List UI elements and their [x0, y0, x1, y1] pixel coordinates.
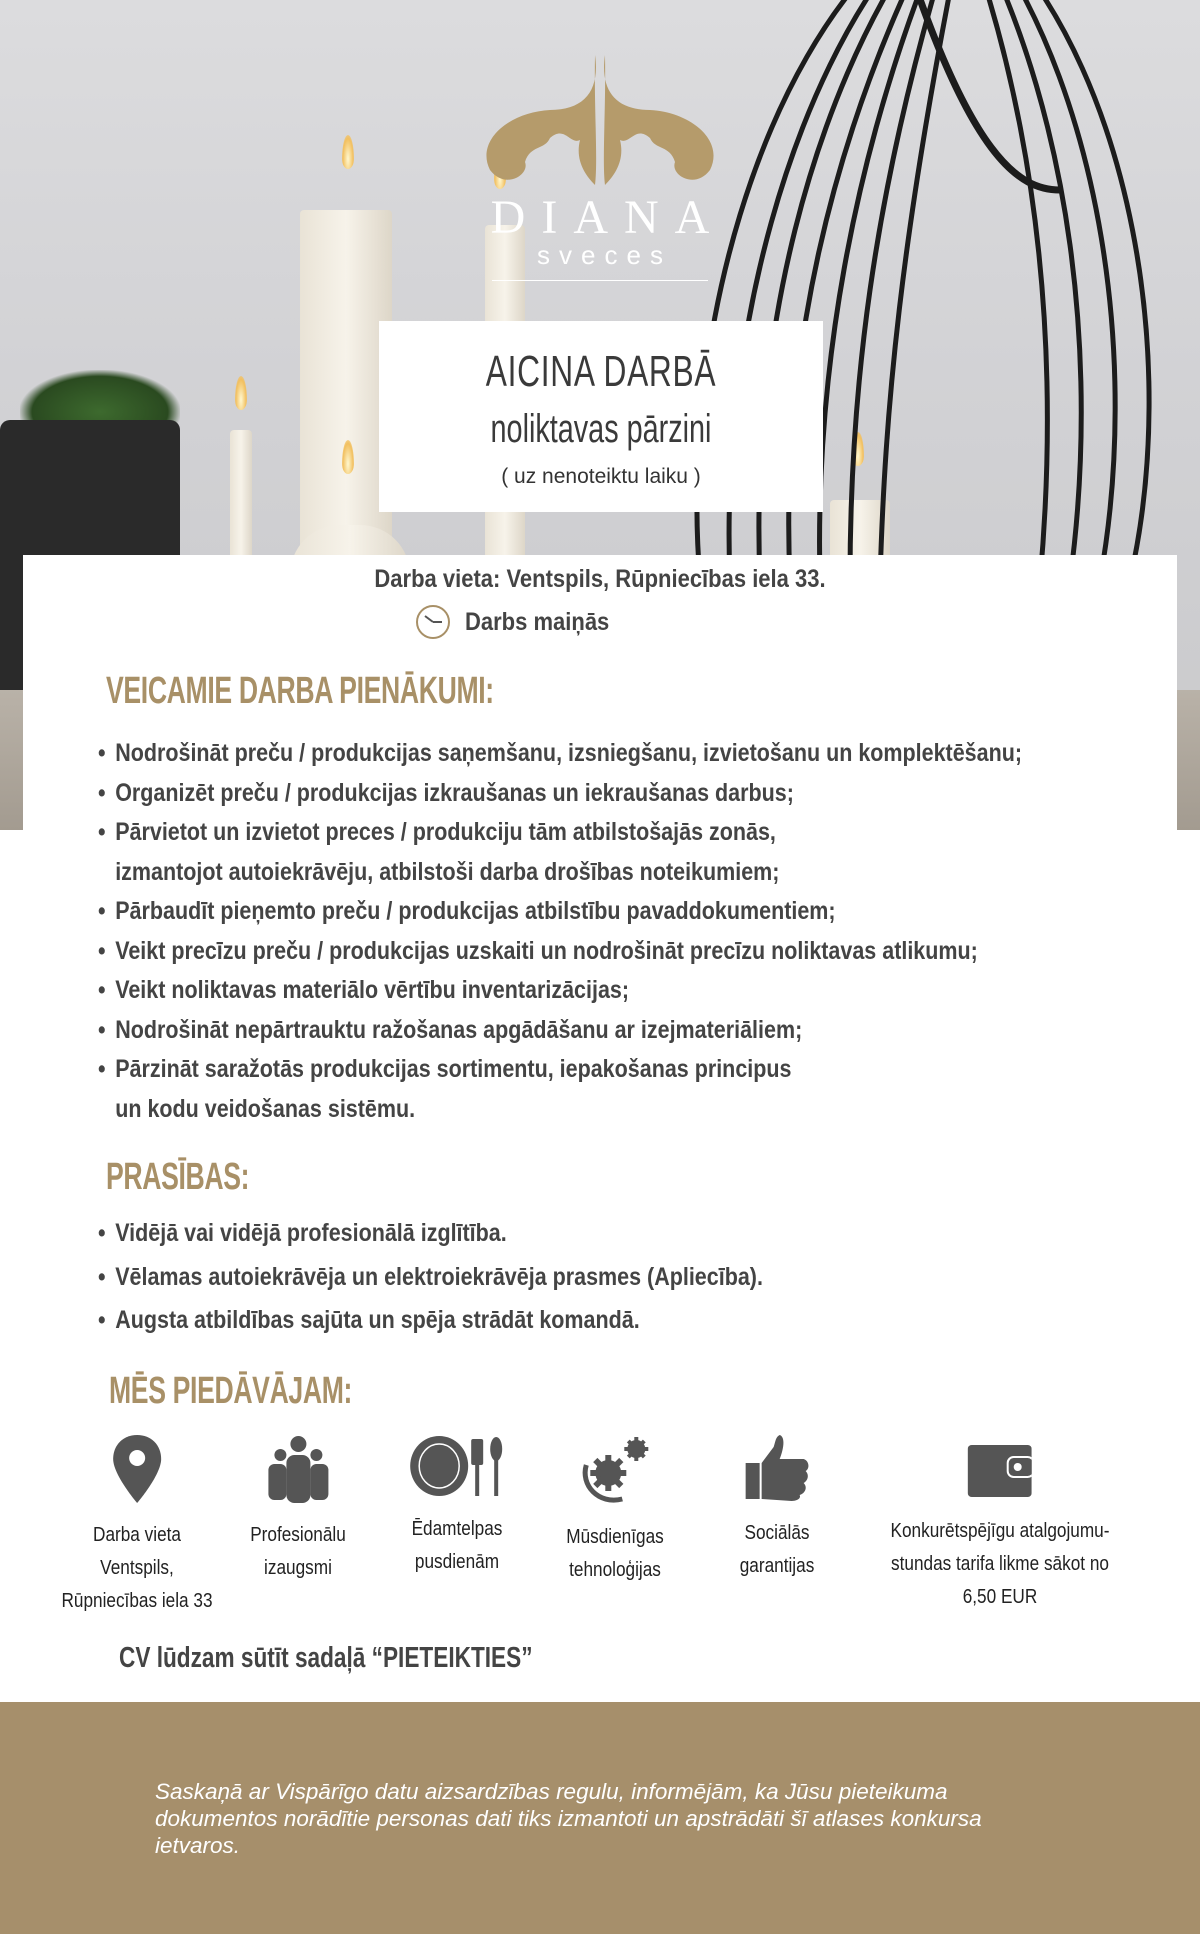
list-item: • Nodrošināt preču / produkcijas saņemšanu, izsniegšanu, izvietošanu un komplektēšanu; [98, 734, 1200, 774]
list-item: • Pārzināt saražotās produkcijas sortimentu, iepakošanas principus [98, 1050, 1200, 1090]
diana-logo [470, 50, 730, 295]
offer-item-growth [242, 1435, 353, 1585]
list-item: • Pārvietot un izvietot preces / produkciju tām atbilstošajās zonās, [98, 813, 1200, 853]
list-item: • Veikt precīzu preču / produkcijas uzskaiti un nodrošināt precīzu noliktavas atlikumu; [98, 932, 1200, 972]
offer-item-canteen [404, 1435, 510, 1579]
plate-cutlery-icon [409, 1435, 505, 1497]
list-item: izmantojot autoiekrāvēju, atbilstoši darba drošības noteikumiem; [115, 857, 780, 886]
page-title: AICINA DARBĀ [485, 347, 717, 396]
offer-heading: MĒS PIEDĀVĀJAM: [109, 1370, 353, 1412]
swan-emblem-icon [470, 50, 730, 190]
requirements-heading: PRASĪBAS: [106, 1156, 250, 1198]
offer-item-social [734, 1435, 821, 1583]
offer-label: Ventspils, [100, 1557, 174, 1579]
list-item: • Vēlamas autoiekrāvēja un elektroiekrāvēja prasmes (Apliecība). [98, 1256, 1200, 1300]
wallet-icon [968, 1445, 1032, 1497]
offer-label: Sociālās [744, 1522, 810, 1544]
gdpr-notice: Saskaņā ar Vispārīgo datu aizsardzības regulu, informējām, ka Jūsu pieteikuma dokumentos norādītie personas dati tiks izmantoti un apstrādāti šī atlases konkursa ietvaros. [155, 1779, 982, 1858]
gears-icon [578, 1435, 652, 1505]
offer-label: garantijas [739, 1555, 815, 1577]
position-title: noliktavas pārzini [490, 407, 712, 451]
offer-label: Mūsdienīgas [566, 1526, 664, 1548]
duties-list [98, 734, 1200, 1129]
list-item: • Augsta atbildības sajūta un spēja strādāt komandā. [98, 1299, 1200, 1343]
list-item: • Veikt noliktavas materiālo vērtību inventarizācijas; [98, 971, 1200, 1011]
offer-label: Konkurētspējīgu atalgojumu- [890, 1520, 1110, 1542]
employment-term: ( uz nenoteiktu laiku ) [501, 465, 701, 488]
schedule-text: Darbs maiņās [465, 607, 610, 636]
list-item: • Organizēt preču / produkcijas izkraušanas un iekraušanas darbus; [98, 774, 1200, 814]
list-item: • Nodrošināt nepārtrauktu ražošanas apgādāšanu ar izejmateriāliem; [98, 1011, 1200, 1051]
requirements-list [98, 1212, 1200, 1343]
cv-instruction: CV lūdzam sūtīt sadaļā “PIETEIKTIES” [119, 1642, 533, 1674]
map-pin-icon [112, 1435, 162, 1503]
offer-label: Profesionālu [250, 1524, 346, 1546]
offer-label: tehnoloģijas [569, 1559, 661, 1581]
title-box [379, 321, 823, 512]
thumbs-up-icon [744, 1435, 810, 1501]
offer-label: Ēdamtelpas [411, 1518, 503, 1540]
offer-item-salary [873, 1445, 1128, 1614]
offer-label: Rūpniecības iela 33 [61, 1590, 213, 1612]
offer-label: pusdienām [414, 1551, 500, 1573]
clock-icon [415, 604, 451, 640]
offer-label: 6,50 EUR [962, 1586, 1038, 1608]
logo-divider [492, 280, 708, 281]
candle-flame [342, 135, 354, 169]
people-icon [266, 1435, 330, 1503]
list-item: • Pārbaudīt pieņemto preču / produkcijas atbilstību pavaddokumentiem; [98, 892, 1200, 932]
offer-label: izaugsmi [264, 1557, 332, 1579]
logo-wordmark: DIANA [490, 191, 726, 244]
candle-flame [235, 376, 247, 410]
work-location: Darba vieta: Ventspils, Rūpniecības iela 33. [374, 565, 826, 593]
list-item: un kodu veidošanas sistēmu. [115, 1094, 416, 1123]
footer [0, 1702, 1200, 1934]
duties-heading: VEICAMIE DARBA PIENĀKUMI: [106, 670, 494, 712]
schedule [415, 604, 629, 640]
offer-item-technology [558, 1435, 671, 1587]
offer-label: Darba vieta [93, 1524, 181, 1546]
offer-item-location [49, 1435, 225, 1618]
offer-label: stundas tarifa likme sākot no [891, 1553, 1109, 1575]
list-item: • Vidējā vai vidējā profesionālā izglītība. [98, 1212, 1200, 1256]
logo-tagline: sveces [537, 240, 672, 270]
